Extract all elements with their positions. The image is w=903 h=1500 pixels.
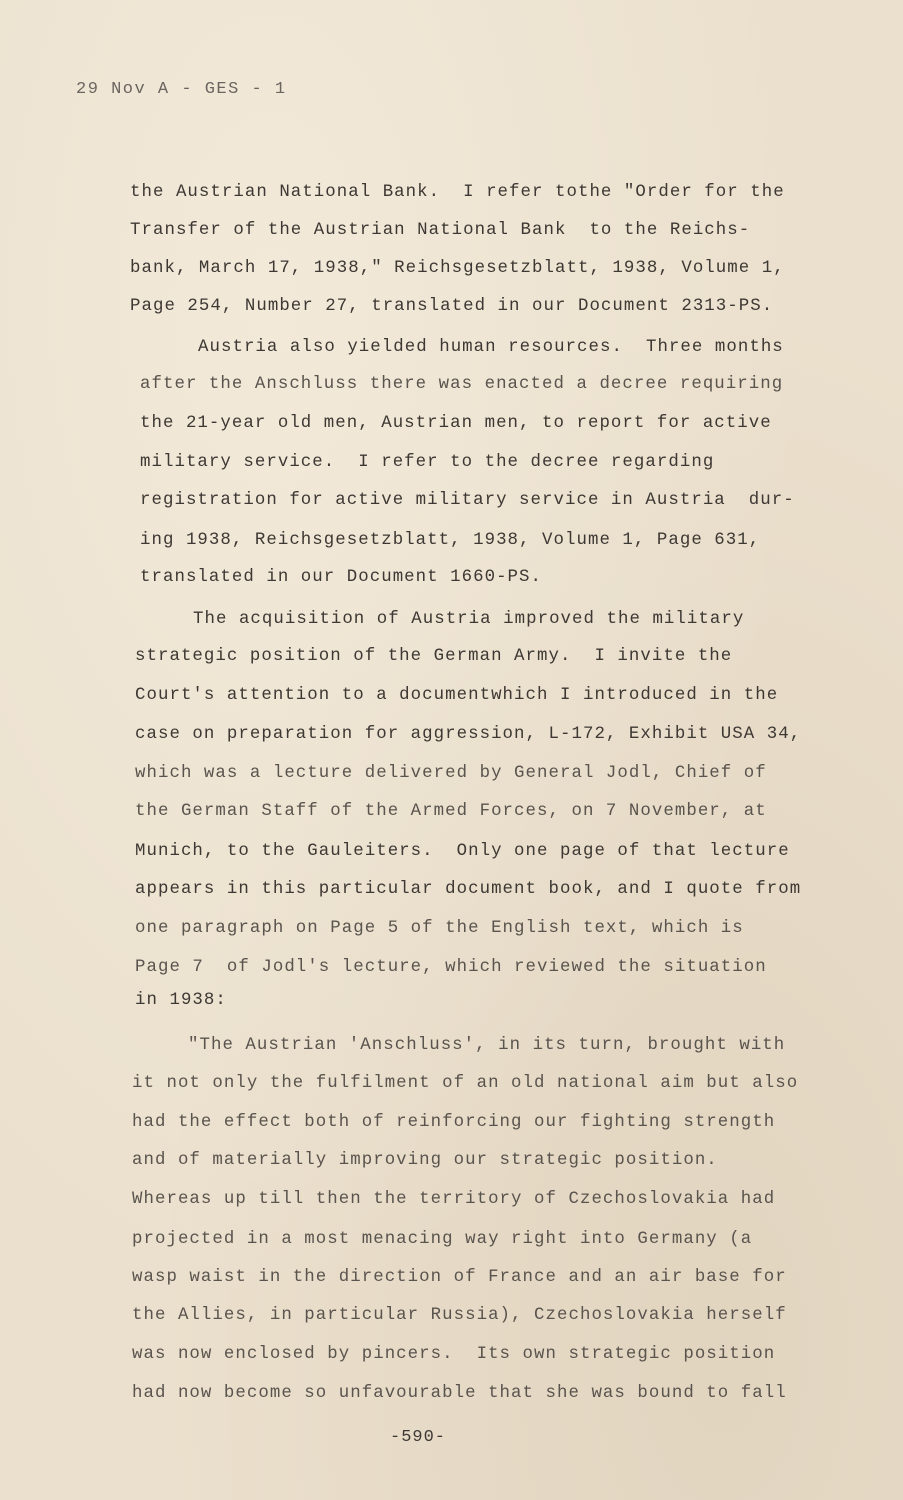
text-line: the Allies, in particular Russia), Czechoslovakia herself xyxy=(132,1306,787,1325)
text-line: in 1938: xyxy=(135,991,227,1010)
text-line: Page 7 of Jodl's lecture, which reviewed the situation xyxy=(135,958,767,977)
text-line: the Austrian National Bank. I refer tothe "Order for the xyxy=(130,183,785,202)
text-line: projected in a most menacing way right into Germany (a xyxy=(132,1230,753,1249)
text-line: one paragraph on Page 5 of the English text, which is xyxy=(135,919,744,938)
text-line: appears in this particular document book, and I quote from xyxy=(135,880,802,899)
text-line: Court's attention to a documentwhich I introduced in the xyxy=(135,686,779,705)
text-line: Transfer of the Austrian National Bank to the Reichs- xyxy=(130,221,751,240)
text-line: Munich, to the Gauleiters. Only one page of that lecture xyxy=(135,842,790,861)
text-line: Page 254, Number 27, translated in our Document 2313-PS. xyxy=(130,297,774,316)
text-line: wasp waist in the direction of France and an air base for xyxy=(132,1268,787,1287)
document-reference-header: 29 Nov A - GES - 1 xyxy=(76,80,287,99)
text-line: bank, March 17, 1938," Reichsgesetzblatt, 1938, Volume 1, xyxy=(130,259,785,278)
text-line: which was a lecture delivered by General Jodl, Chief of xyxy=(135,764,767,783)
text-line: the German Staff of the Armed Forces, on 7 November, at xyxy=(135,802,767,821)
text-line: after the Anschluss there was enacted a decree requiring xyxy=(140,375,784,394)
text-line: it not only the fulfilment of an old national aim but also xyxy=(132,1074,799,1093)
text-line: had now become so unfavourable that she was bound to fall xyxy=(132,1384,787,1403)
text-line: "The Austrian 'Anschluss', in its turn, brought with xyxy=(188,1036,786,1055)
text-line: military service. I refer to the decree regarding xyxy=(140,453,715,472)
page-number: -590- xyxy=(390,1428,447,1447)
text-line: strategic position of the German Army. I invite the xyxy=(135,647,733,666)
text-line: and of materially improving our strategic position. xyxy=(132,1151,718,1170)
text-line: had the effect both of reinforcing our fighting strength xyxy=(132,1113,776,1132)
text-line: translated in our Document 1660-PS. xyxy=(140,568,543,587)
text-line: ing 1938, Reichsgesetzblatt, 1938, Volume 1, Page 631, xyxy=(140,531,761,550)
text-line: the 21-year old men, Austrian men, to report for active xyxy=(140,414,772,433)
text-line: The acquisition of Austria improved the military xyxy=(193,610,745,629)
text-line: case on preparation for aggression, L-172, Exhibit USA 34, xyxy=(135,725,802,744)
text-line: was now enclosed by pincers. Its own strategic position xyxy=(132,1345,776,1364)
text-line: Whereas up till then the territory of Czechoslovakia had xyxy=(132,1190,776,1209)
text-line: Austria also yielded human resources. Three months xyxy=(198,338,784,357)
text-line: registration for active military service in Austria dur- xyxy=(140,491,795,510)
